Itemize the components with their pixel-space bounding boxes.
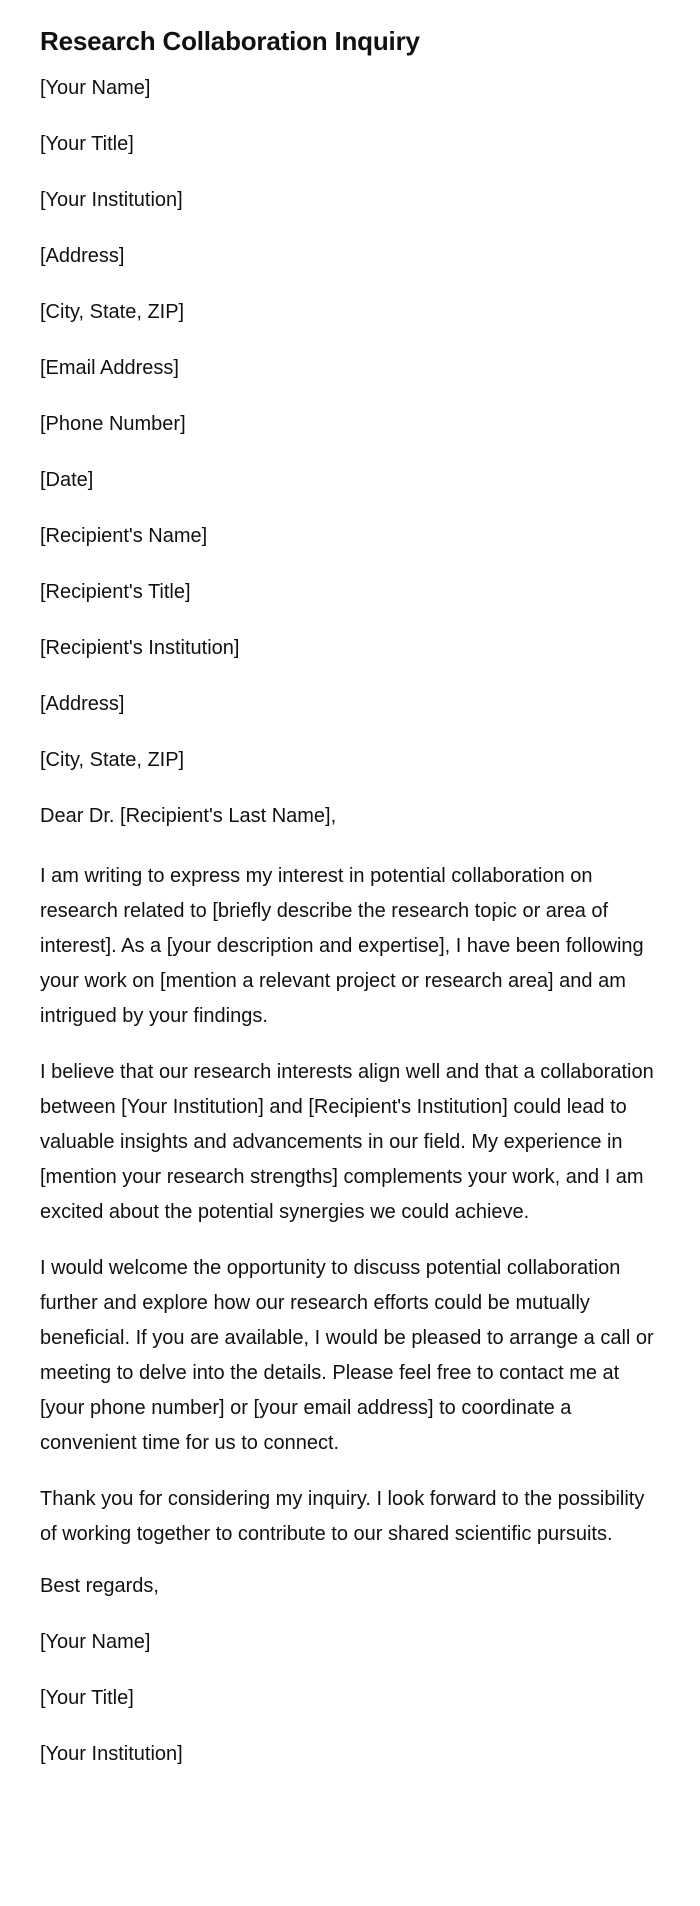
- salutation: Dear Dr. [Recipient's Last Name],: [40, 805, 337, 827]
- recipient-address: [Address]: [40, 693, 125, 715]
- sender-email: [Email Address]: [40, 357, 179, 379]
- sender-city-state-zip: [City, State, ZIP]: [40, 301, 185, 323]
- sender-phone: [Phone Number]: [40, 413, 186, 435]
- signature-name: [Your Name]: [40, 1631, 151, 1653]
- body-paragraph-3: I would welcome the opportunity to discuss potential collaboration further and explore how our research efforts could be mutually beneficial. If you are available, I would be pleased to arrange a call or meeting to delve into the details. Please feel free to contact me at [your phone number] or [your email address] to coordinate a convenient time for us to connect.: [40, 1257, 654, 1454]
- recipient-institution: [Recipient's Institution]: [40, 637, 240, 659]
- page-title: Research Collaboration Inquiry: [40, 26, 420, 56]
- sender-name: [Your Name]: [40, 77, 151, 99]
- sender-address: [Address]: [40, 245, 125, 267]
- recipient-city-state-zip: [City, State, ZIP]: [40, 749, 185, 771]
- body-paragraph-1: I am writing to express my interest in potential collaboration on research related to [briefly describe the research topic or area of interest]. As a [your description and expertise], I have been following your work on [mention a relevant project or research area] and am intrigued by your findings.: [40, 865, 644, 1027]
- recipient-name: [Recipient's Name]: [40, 525, 208, 547]
- signature-title: [Your Title]: [40, 1687, 134, 1709]
- body-paragraph-2: I believe that our research interests align well and that a collaboration between [Your Institution] and [Recipient's Institution] could lead to valuable insights and advancements in our field. My experience in [mention your research strengths] complements your work, and I am excited about the potential synergies we could achieve.: [40, 1061, 654, 1223]
- signature-institution: [Your Institution]: [40, 1743, 183, 1765]
- letter-date: [Date]: [40, 469, 94, 491]
- sender-title: [Your Title]: [40, 133, 134, 155]
- body-paragraph-4: Thank you for considering my inquiry. I look forward to the possibility of working together to contribute to our shared scientific pursuits.: [40, 1488, 645, 1545]
- recipient-title: [Recipient's Title]: [40, 581, 191, 603]
- sender-institution: [Your Institution]: [40, 189, 183, 211]
- closing: Best regards,: [40, 1575, 159, 1597]
